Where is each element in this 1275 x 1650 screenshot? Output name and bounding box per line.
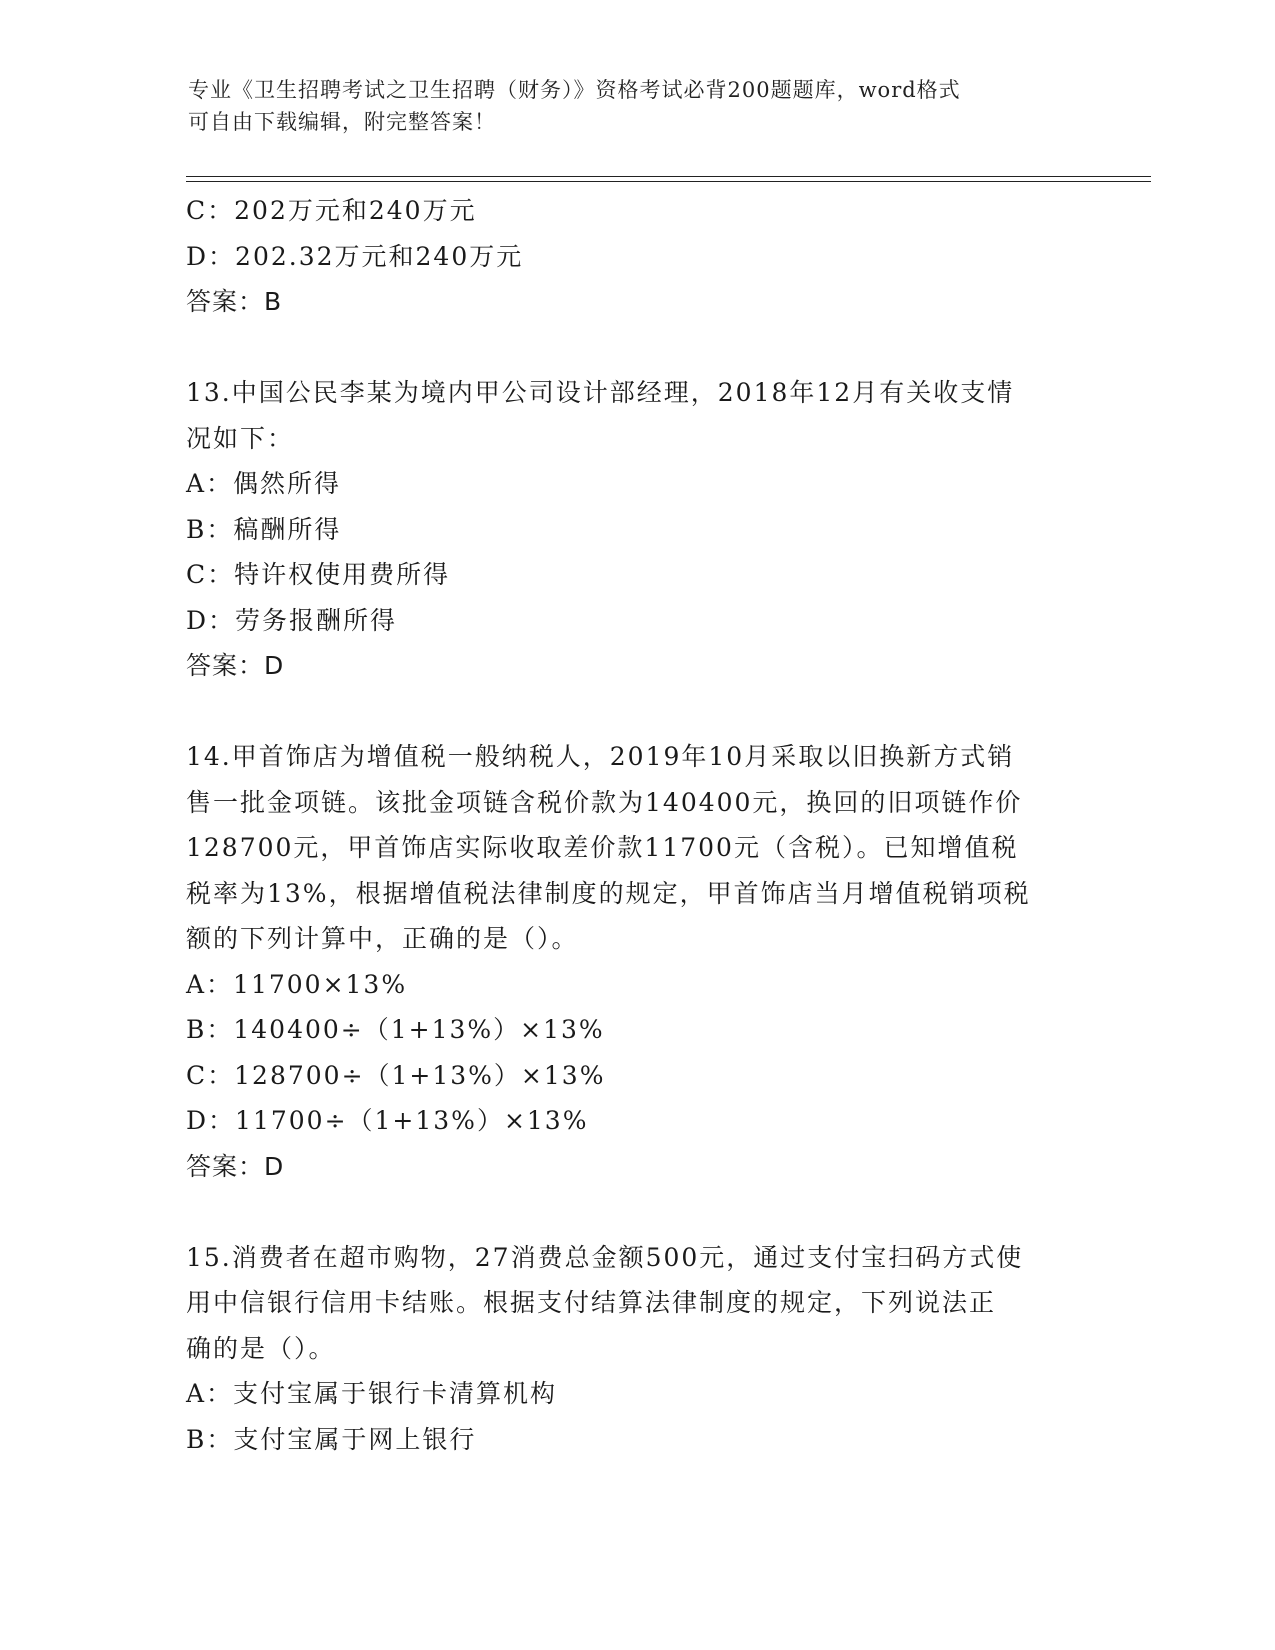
header-divider-top <box>186 176 1151 177</box>
document-body <box>186 188 1086 1462</box>
answer-line: 答案：D <box>186 651 285 680</box>
question-stem-line: 额的下列计算中，正确的是（）。 <box>186 924 579 953</box>
option-b: B：稿酬所得 <box>186 514 342 544</box>
question-stem-line: 税率为13%，根据增值税法律制度的规定，甲首饰店当月增值税销项税 <box>186 878 1031 908</box>
question-stem-line: 14.甲首饰店为增值税一般纳税人，2019年10月采取以旧换新方式销 <box>186 742 1015 771</box>
option-b: B：140400÷（1+13%）×13% <box>186 1015 605 1044</box>
question-14 <box>186 734 1086 1189</box>
option-c: C：128700÷（1+13%）×13% <box>186 1060 606 1090</box>
option-b: B：支付宝属于网上银行 <box>186 1424 477 1454</box>
question-15 <box>186 1235 1086 1463</box>
question-stem-line: 况如下： <box>186 423 295 453</box>
header-line-1: 专业《卫生招聘考试之卫生招聘（财务）》资格考试必背200题题库，word格式 <box>188 78 961 102</box>
question-13 <box>186 370 1086 689</box>
option-d: D：劳务报酬所得 <box>186 605 398 635</box>
option-c: C：202万元和240万元 <box>186 196 477 225</box>
option-c: C：特许权使用费所得 <box>186 560 451 589</box>
question-stem-line: 售一批金项链。该批金项链含税价款为140400元，换回的旧项链作价 <box>186 787 1023 817</box>
question-stem-line: 15.消费者在超市购物，27消费总金额500元，通过支付宝扫码方式使 <box>186 1242 1024 1272</box>
question-stem-line: 用中信银行信用卡结账。根据支付结算法律制度的规定，下列说法正 <box>186 1288 997 1317</box>
document-header <box>188 74 1078 138</box>
answer-line: 答案：B <box>186 287 283 316</box>
header-divider-bottom <box>186 181 1151 182</box>
question-12-tail <box>186 188 1086 325</box>
option-d: D：202.32万元和240万元 <box>186 241 524 271</box>
question-stem-line: 确的是（）。 <box>186 1333 336 1363</box>
question-stem-line: 13.中国公民李某为境内甲公司设计部经理，2018年12月有关收支情 <box>186 378 1015 407</box>
option-a: A：偶然所得 <box>186 469 342 498</box>
option-a: A：11700×13% <box>186 969 408 999</box>
header-line-2: 可自由下载编辑，附完整答案！ <box>188 110 496 134</box>
question-stem-line: 128700元，甲首饰店实际收取差价款11700元（含税）。已知增值税 <box>186 833 1019 862</box>
option-a: A：支付宝属于银行卡清算机构 <box>186 1379 558 1408</box>
answer-line: 答案：D <box>186 1151 285 1181</box>
option-d: D：11700÷（1+13%）×13% <box>186 1106 589 1135</box>
